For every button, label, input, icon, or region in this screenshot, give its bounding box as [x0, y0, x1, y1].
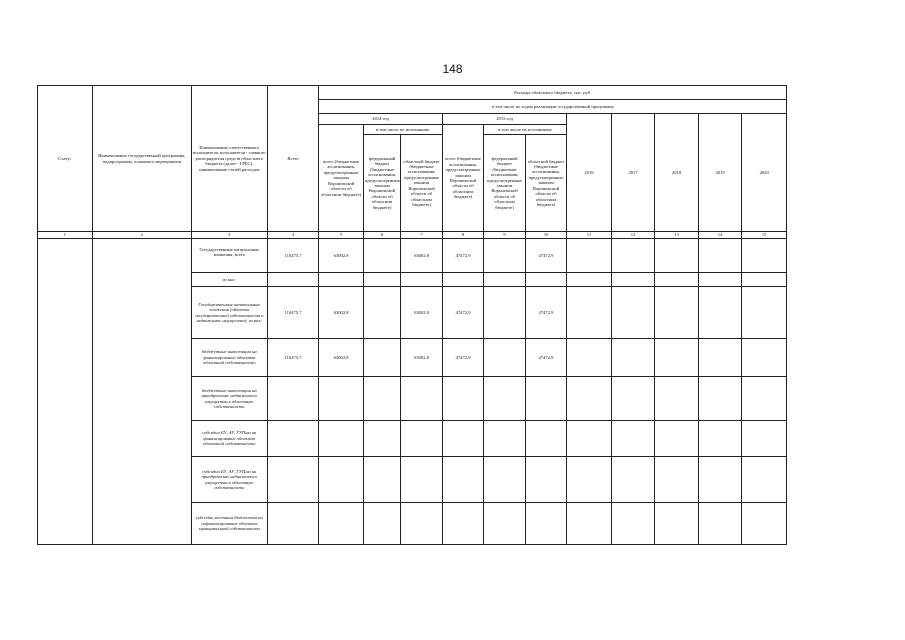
- row-2015-federal: [484, 239, 525, 273]
- row-2014-regional: 63002,8: [401, 239, 442, 273]
- row-2016: [567, 287, 612, 339]
- row-2018: [655, 421, 699, 457]
- row-2015-total: 47472,9: [442, 287, 483, 339]
- row-2019: [698, 287, 742, 339]
- row-2014-regional: [401, 273, 442, 287]
- page-number: 148: [442, 62, 463, 76]
- column-number: 9: [484, 232, 525, 239]
- row-2015-total: [442, 457, 483, 503]
- row-total: [267, 421, 319, 457]
- row-2015-regional: [525, 377, 566, 421]
- row-2015-regional: 47472,9: [525, 339, 566, 377]
- row-2014-federal: [363, 273, 400, 287]
- row-2017: [611, 239, 655, 273]
- row-total: 110475,7: [267, 339, 319, 377]
- row-2014-regional: [401, 503, 442, 545]
- row-2020: [742, 287, 787, 339]
- row-2015-federal: [484, 273, 525, 287]
- header-executor: Наименование ответственного исполнителя, исполнителя - главного распорядителя средств областного бюджета (далее - ГРБС), наименование статей расходов: [191, 86, 267, 232]
- row-2016: [567, 377, 612, 421]
- row-2020: [742, 503, 787, 545]
- row-2016: [567, 421, 612, 457]
- row-2020: [742, 273, 787, 287]
- row-2015-regional: [525, 457, 566, 503]
- header-2014-total: всего (бюджетные ассигнования, предусмотренные законом Воронежской области об областном бюджете): [319, 125, 364, 232]
- row-2017: [611, 421, 655, 457]
- row-total: [267, 273, 319, 287]
- header-2014-regional: областной бюджет (бюджетные ассигнования, предусмотренные законом Воронежской области об областном бюджете): [401, 135, 442, 232]
- row-label: бюджетные инвестиции на приобретение недвижимого имущества в областную собственность: [191, 377, 267, 421]
- row-2014-federal: [363, 503, 400, 545]
- row-2016: [567, 239, 612, 273]
- row-2015-regional: [525, 273, 566, 287]
- row-2018: [655, 457, 699, 503]
- header-program: Наименование государственной программы, подпрограммы, основного мероприятия: [92, 86, 191, 232]
- row-2018: [655, 377, 699, 421]
- header-2015-total: всего (бюджетные ассигнования, предусмотренные законом Воронежской области об областном бюджете): [442, 125, 483, 232]
- row-2015-total: [442, 377, 483, 421]
- column-number: 3: [191, 232, 267, 239]
- row-2014-regional: 63002,8: [401, 287, 442, 339]
- row-label: из них:: [191, 273, 267, 287]
- row-2019: [698, 503, 742, 545]
- row-2017: [611, 503, 655, 545]
- row-2015-federal: [484, 377, 525, 421]
- row-2019: [698, 457, 742, 503]
- row-2014-federal: [363, 339, 400, 377]
- row-2016: [567, 457, 612, 503]
- row-label: бюджетные инвестиции на финансирование объектов областной собственности: [191, 339, 267, 377]
- header-2015-federal: федеральный бюджет (бюджетные ассигнования, предусмотренные законом Воронежской области об областном бюджете): [484, 135, 525, 232]
- table-body: [38, 239, 787, 545]
- column-number: 7: [401, 232, 442, 239]
- header-2017: 2017: [611, 114, 655, 232]
- column-number: 14: [698, 232, 742, 239]
- status-cell: [38, 239, 93, 545]
- row-2014-total: [319, 457, 364, 503]
- row-2014-federal: [363, 421, 400, 457]
- header-expenses-title: Расходы областного бюджета, тыс. руб.: [319, 86, 787, 100]
- row-total: [267, 377, 319, 421]
- header-year-2015: 2015 год: [442, 114, 566, 125]
- row-2020: [742, 339, 787, 377]
- row-label: Государственные капитальные вложения (объекты государственной собственности и недвижимое имущество), из них:: [191, 287, 267, 339]
- column-number: 10: [525, 232, 566, 239]
- row-2015-total: [442, 503, 483, 545]
- row-2019: [698, 377, 742, 421]
- header-2016: 2016: [567, 114, 612, 232]
- row-2017: [611, 287, 655, 339]
- row-2018: [655, 273, 699, 287]
- column-number: 5: [319, 232, 364, 239]
- row-2014-total: 63002,8: [319, 339, 364, 377]
- column-number: 12: [611, 232, 655, 239]
- header-status: Статус: [38, 86, 93, 232]
- header-2018: 2018: [655, 114, 699, 232]
- row-2015-federal: [484, 287, 525, 339]
- row-2020: [742, 421, 787, 457]
- header-2015-regional: областной бюджет (бюджетные ассигнования, предусмотренные законом Воронежской области об областном бюджете): [525, 135, 566, 232]
- header-year-2014: 2014 год: [319, 114, 442, 125]
- row-2015-regional: 47472,9: [525, 239, 566, 273]
- row-2018: [655, 503, 699, 545]
- row-total: [267, 503, 319, 545]
- row-2014-federal: [363, 457, 400, 503]
- row-2014-federal: [363, 377, 400, 421]
- row-2015-federal: [484, 339, 525, 377]
- header-by-years: в том числе по годам реализации государственной программы: [319, 100, 787, 114]
- row-total: 110475,7: [267, 287, 319, 339]
- column-numbers-row: [38, 232, 787, 239]
- column-number: 8: [442, 232, 483, 239]
- row-label: Государственные капитальные вложения, всего: [191, 239, 267, 273]
- row-2014-total: [319, 503, 364, 545]
- row-2017: [611, 339, 655, 377]
- header-2014-federal: федеральный бюджет (бюджетные ассигнования, предусмотренные законом Воронежской области об областном бюджете): [363, 135, 400, 232]
- row-2014-total: 63002,8: [319, 287, 364, 339]
- table-header: [38, 86, 787, 239]
- header-total: Всего: [267, 86, 319, 232]
- row-2017: [611, 457, 655, 503]
- row-2019: [698, 273, 742, 287]
- row-2018: [655, 339, 699, 377]
- row-2014-total: [319, 377, 364, 421]
- row-2015-federal: [484, 457, 525, 503]
- row-label: субсидии местным бюджетам на софинансирование объектов муниципальной собственности: [191, 503, 267, 545]
- header-2019: 2019: [698, 114, 742, 232]
- column-number: 1: [38, 232, 93, 239]
- row-2019: [698, 339, 742, 377]
- row-2015-regional: [525, 503, 566, 545]
- row-2019: [698, 421, 742, 457]
- column-number: 13: [655, 232, 699, 239]
- row-2014-total: 63002,8: [319, 239, 364, 273]
- row-2016: [567, 503, 612, 545]
- column-number: 4: [267, 232, 319, 239]
- column-number: 11: [567, 232, 612, 239]
- budget-table: [37, 85, 787, 545]
- row-2017: [611, 273, 655, 287]
- row-2014-federal: [363, 239, 400, 273]
- row-2019: [698, 239, 742, 273]
- row-total: [267, 457, 319, 503]
- row-2014-regional: [401, 457, 442, 503]
- row-2015-regional: [525, 421, 566, 457]
- row-total: 110475,7: [267, 239, 319, 273]
- row-label: субсидии БУ, АУ, ГУПам на приобретение недвижимого имущества в областную собственность: [191, 457, 267, 503]
- row-2014-federal: [363, 287, 400, 339]
- row-2020: [742, 377, 787, 421]
- row-label: субсидии БУ, АУ, ГУПам на финансирование объектов областной собственности: [191, 421, 267, 457]
- header-2015-sources: в том числе по источникам:: [484, 125, 567, 135]
- row-2016: [567, 273, 612, 287]
- row-2015-federal: [484, 421, 525, 457]
- row-2014-total: [319, 421, 364, 457]
- row-2017: [611, 377, 655, 421]
- row-2015-total: 47472,9: [442, 239, 483, 273]
- row-2015-total: [442, 273, 483, 287]
- row-2015-total: [442, 421, 483, 457]
- row-2016: [567, 339, 612, 377]
- row-2014-regional: [401, 421, 442, 457]
- header-2014-sources: в том числе по источникам:: [363, 125, 442, 135]
- row-2020: [742, 457, 787, 503]
- row-2014-regional: [401, 377, 442, 421]
- program-cell: [92, 239, 191, 545]
- row-2014-regional: 63002,8: [401, 339, 442, 377]
- column-number: 15: [742, 232, 787, 239]
- row-2018: [655, 287, 699, 339]
- table-row: [38, 239, 787, 273]
- row-2015-federal: [484, 503, 525, 545]
- row-2015-regional: 47472,9: [525, 287, 566, 339]
- row-2015-total: 47472,9: [442, 339, 483, 377]
- row-2018: [655, 239, 699, 273]
- column-number: 6: [363, 232, 400, 239]
- column-number: 2: [92, 232, 191, 239]
- row-2020: [742, 239, 787, 273]
- header-2020: 2020: [742, 114, 787, 232]
- row-2014-total: [319, 273, 364, 287]
